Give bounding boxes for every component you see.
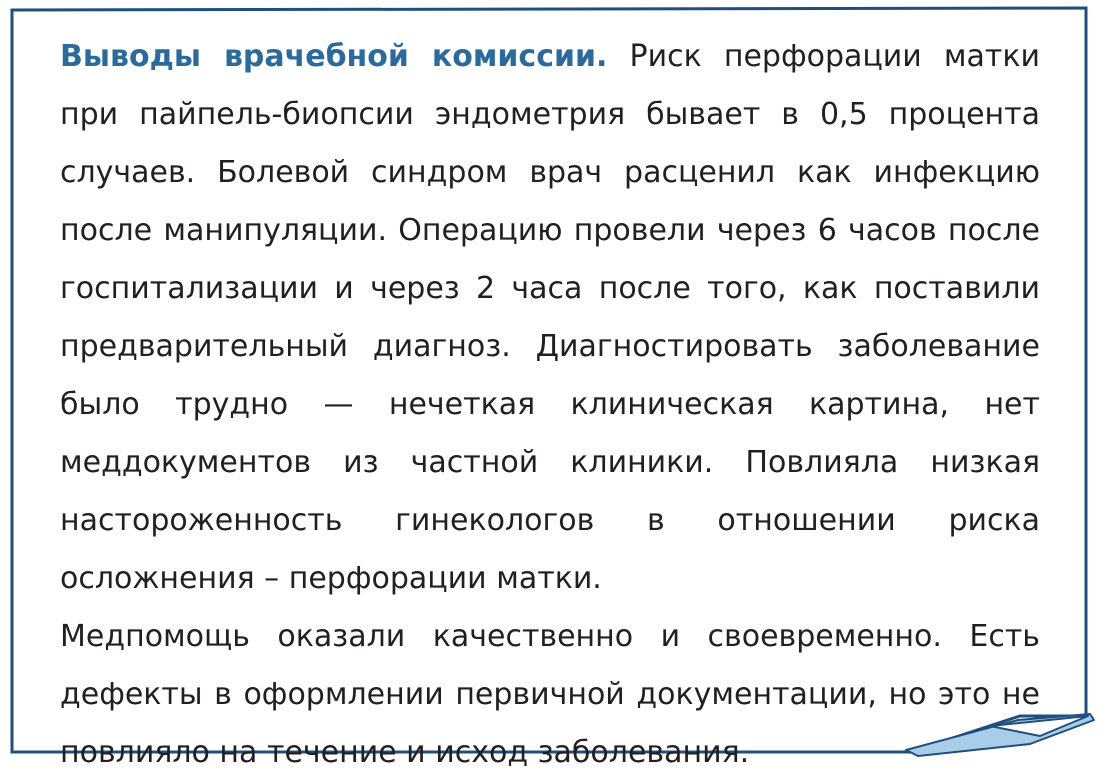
conclusion-paragraph <box>60 28 1040 608</box>
commission-findings-heading: Выводы врачебной комиссии. <box>60 39 608 74</box>
medical-assessment-paragraph: Медпомощь оказали качественно и своевременно. Есть дефекты в оформлении первичной документации, но это не повлияло на течение и исход заболевания. <box>60 619 1040 770</box>
note-text <box>60 28 1040 782</box>
conclusion-body: Риск перфорации матки при пайпель-биопсии эндометрия бывает в 0,5 процента случаев. Болевой синдром врач расценил как инфекцию после манипуляции. Операцию провели через 6 часов после госпитализации и через 2 часа после того, как поставили предварительный диагноз. Диагностировать заболевание было трудно — нечеткая клиническая картина, нет меддокументов из частной клиники. Повлияла низкая настороженность гинекологов в отношении риска осложнения – перфорации матки. <box>60 39 1040 596</box>
